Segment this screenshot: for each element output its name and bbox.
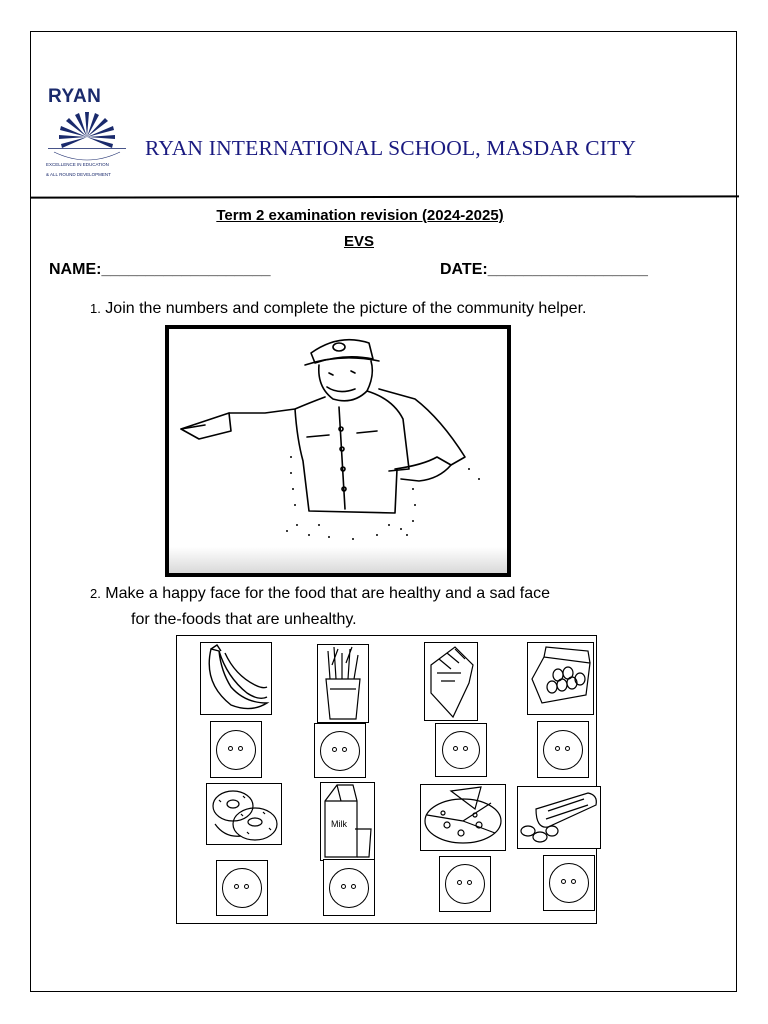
bananas-icon [201,643,271,714]
face-box-bananas[interactable] [210,721,262,778]
food-french-fries [317,644,369,723]
face-eye [571,879,576,884]
blank-face-icon [216,730,256,770]
school-name: RYAN INTERNATIONAL SCHOOL, MASDAR CITY [145,136,637,160]
date-field[interactable]: DATE:__________________ [440,261,648,278]
face-eye [467,880,472,885]
question-2-number: 2. [90,586,101,601]
face-eye [238,746,243,751]
exam-title: Term 2 examination revision (2024-2025) [216,207,504,224]
milk-carton-icon [321,783,374,860]
question-2-text: Make a happy face for the food that are healthy and a sad face [105,585,551,602]
question-1 [90,300,586,318]
subject-title: EVS [343,233,374,250]
blank-face-icon [320,731,360,771]
face-eye [342,747,347,752]
blank-face-icon [445,864,485,904]
chocolate-bar-icon [425,643,477,720]
face-eye [341,884,346,889]
face-eye [228,746,233,751]
face-box-sausage[interactable] [543,855,595,911]
face-box-milk[interactable] [323,859,375,916]
food-bananas [200,642,272,715]
school-logo [44,86,130,182]
doughnuts-icon [207,784,281,844]
blank-face-icon [442,731,480,769]
blank-face-icon [222,868,262,908]
face-eye [453,746,458,751]
french-fries-icon [318,645,368,722]
picture-bottom-shade [169,547,507,573]
logo-tagline-2: & ALL ROUND DEVELOPMENT [46,172,111,177]
blank-face-icon [543,730,583,770]
face-eye [332,747,337,752]
eggs-tray-icon [528,643,593,714]
food-grid [176,635,597,924]
blank-face-icon [329,868,369,908]
face-eye [457,880,462,885]
face-eye [234,884,239,889]
logo-wordmark: RYAN [48,86,102,107]
face-eye [463,746,468,751]
face-box-doughnuts[interactable] [216,860,268,916]
face-eye [565,746,570,751]
question-1-number: 1. [90,301,101,316]
food-chocolate-bar [424,642,478,721]
logo-tagline-1: EXCELLENCE IN EDUCATION [46,162,109,167]
face-eye [351,884,356,889]
sausage-icon [518,787,600,848]
postman-drawing [169,329,507,549]
face-box-pizza[interactable] [439,856,491,912]
food-sausage [517,786,601,849]
pizza-icon [421,785,505,850]
food-milk [320,782,375,861]
food-pizza [420,784,506,851]
question-1-text: Join the numbers and complete the picture of the community helper. [105,300,587,317]
face-box-french-fries[interactable] [314,723,366,778]
name-field[interactable]: NAME:___________________ [49,261,271,278]
face-eye [555,746,560,751]
blank-face-icon [549,863,589,903]
food-eggs-tray [527,642,594,715]
face-box-eggs[interactable] [537,721,589,778]
face-eye [561,879,566,884]
face-eye [244,884,249,889]
question-2 [90,585,550,603]
postman-dot-to-dot-picture[interactable] [165,325,511,577]
question-2-text-line2: for the-foods that are unhealthy. [131,611,357,628]
logo-emblem-icon [46,108,128,162]
food-doughnuts [206,783,282,845]
face-box-chocolate[interactable] [435,723,487,777]
milk-carton-label: Milk [331,819,347,829]
